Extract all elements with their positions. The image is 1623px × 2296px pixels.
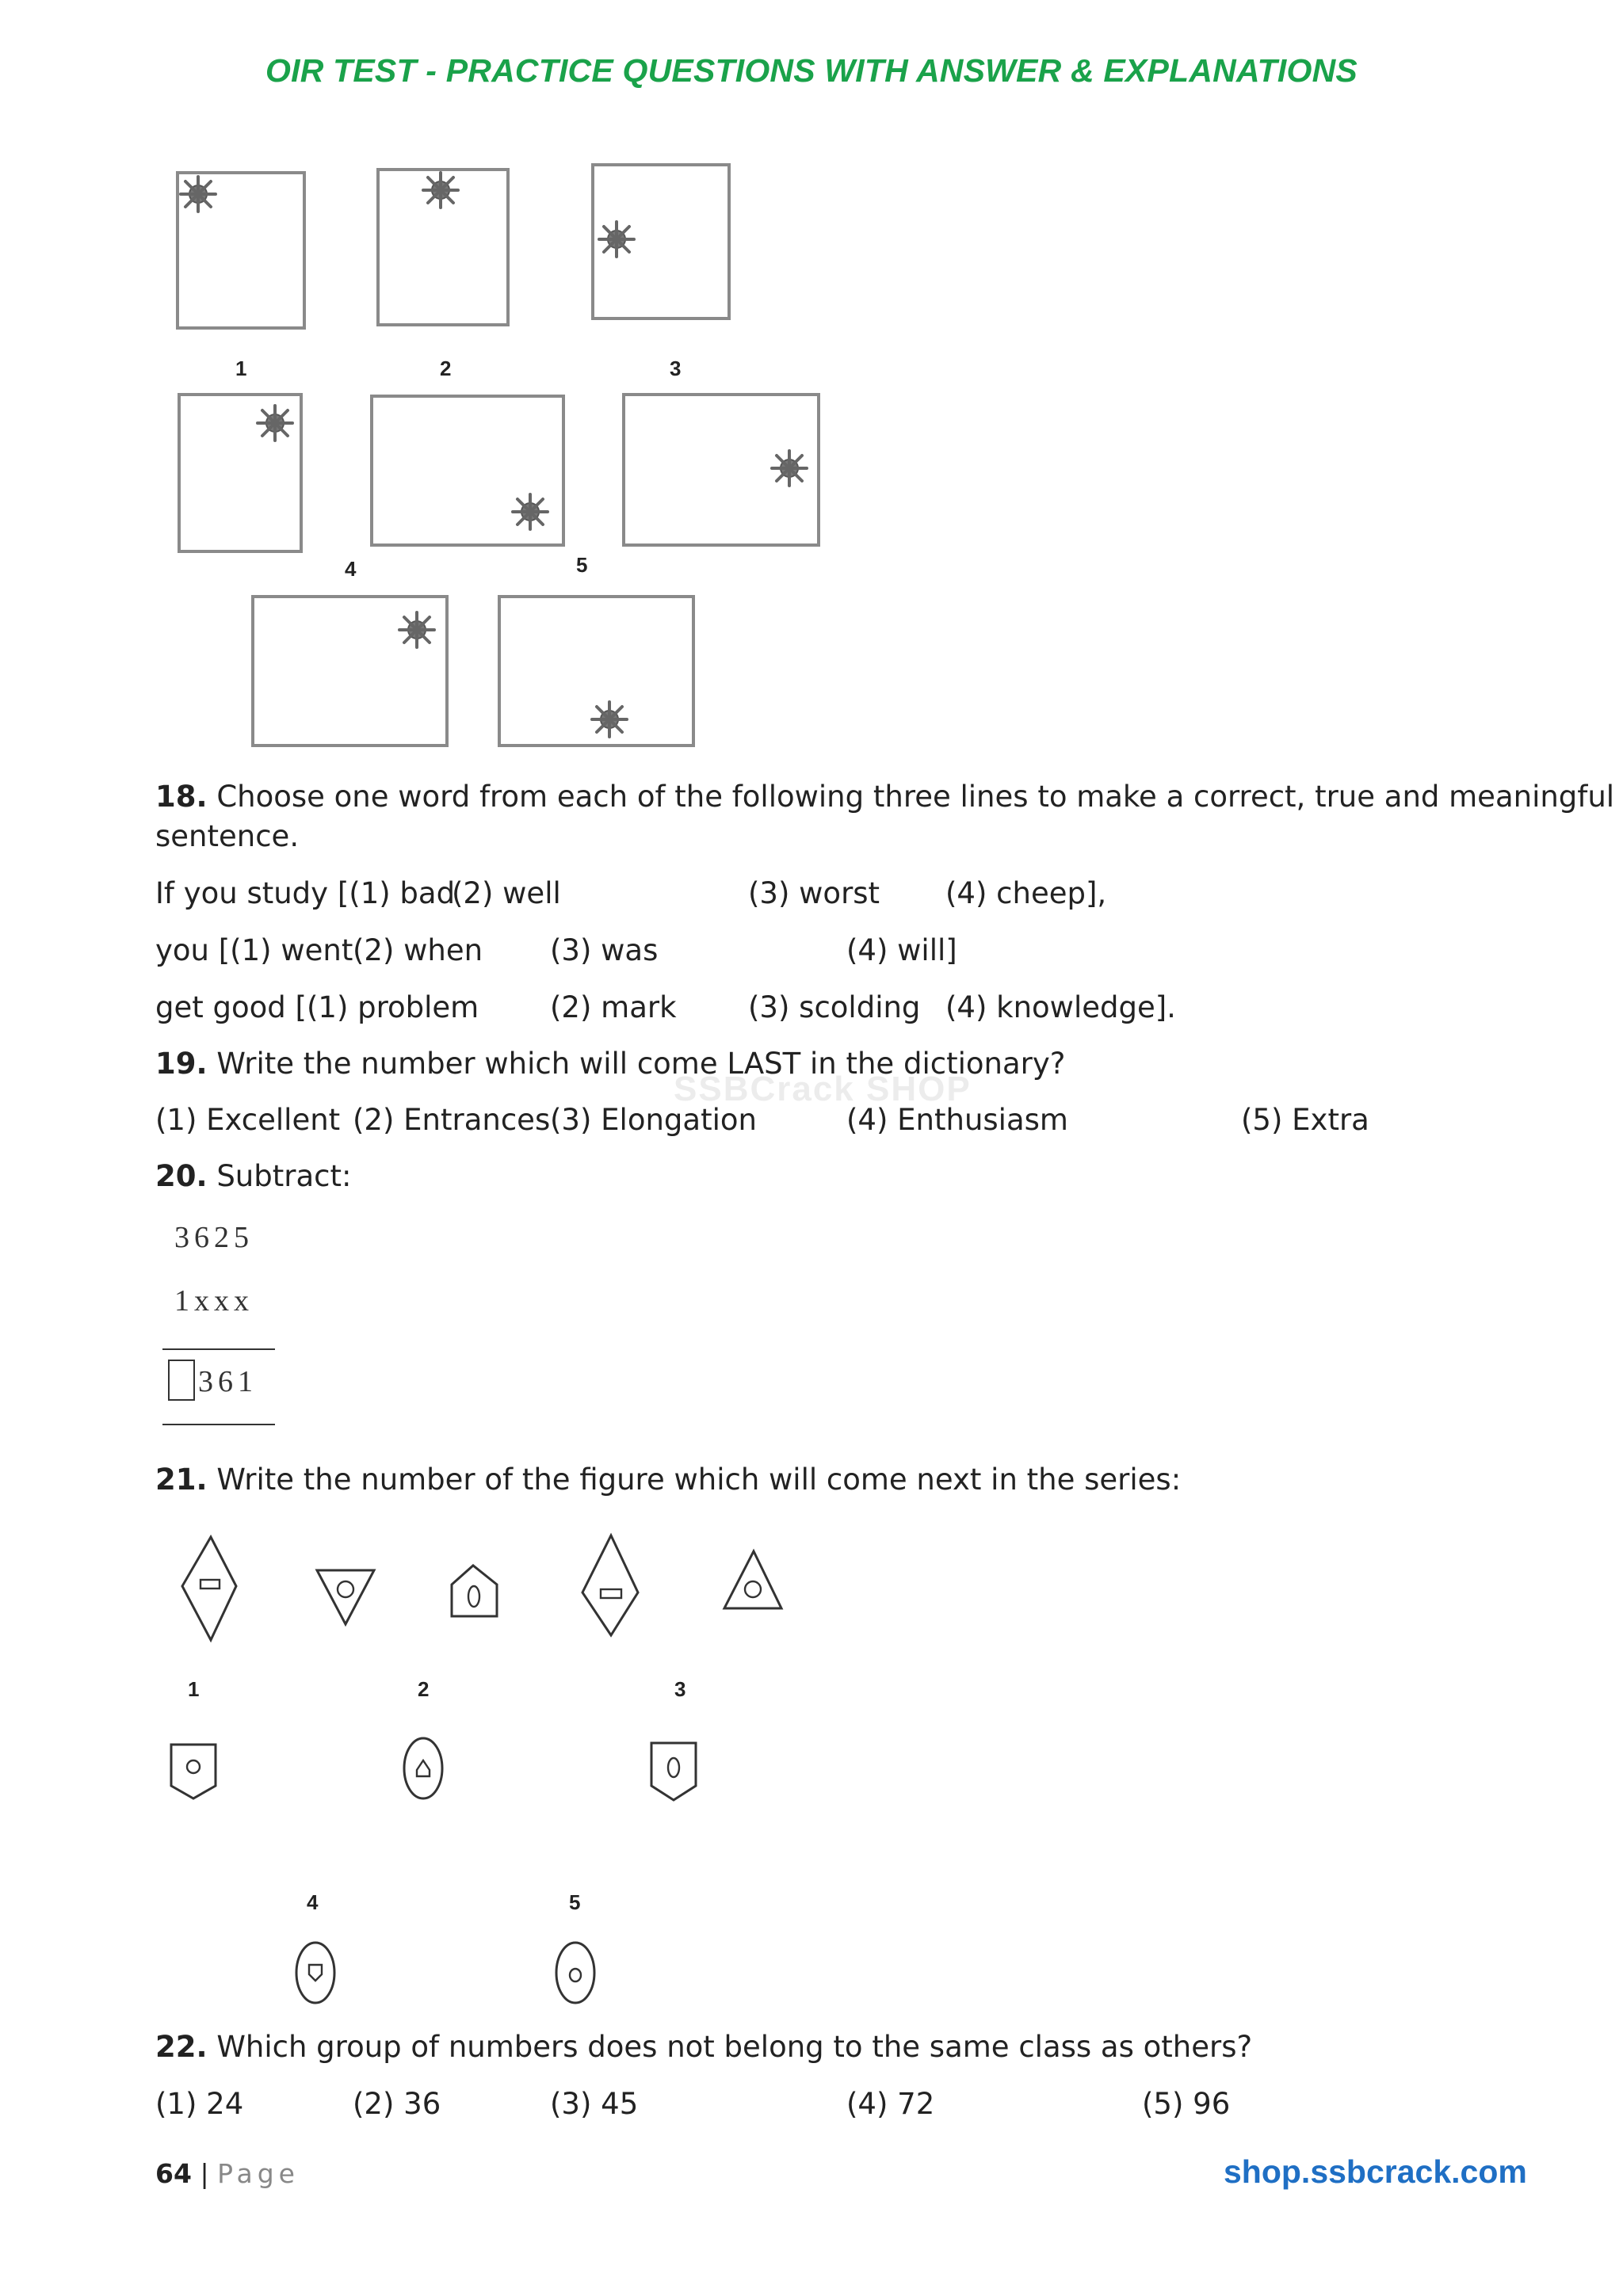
q20-result: 361 <box>198 1365 258 1398</box>
q21-option-shape-4 <box>296 1943 334 2003</box>
star-icon <box>399 612 434 647</box>
q18-line3-option3: (3) scolding <box>748 990 921 1024</box>
q21-number: 21. <box>155 1463 208 1497</box>
q22-number: 22. <box>155 2030 208 2064</box>
q20-number: 20. <box>155 1159 208 1193</box>
footer-shop-link[interactable]: shop.ssbcrack.com <box>1224 2153 1527 2190</box>
q21-series-shape-3 <box>452 1566 497 1616</box>
star-icon <box>599 222 634 257</box>
q20-text: Subtract: <box>216 1159 352 1193</box>
page-number: 64 <box>155 2158 192 2189</box>
star-icon <box>258 406 292 441</box>
q22-question <box>155 2030 1252 2065</box>
q17-label-2: 2 <box>440 357 452 380</box>
q21-option-shape-5 <box>556 1943 594 2003</box>
q17-label-5: 5 <box>576 553 588 577</box>
q21-option-shape-2 <box>404 1738 442 1798</box>
q21-label-2: 2 <box>418 1677 430 1701</box>
q18-line2-option2: (2) when <box>353 933 483 967</box>
q19-question <box>155 1047 1065 1081</box>
q18-line1-prefix: If you study [(1) bad <box>155 876 456 910</box>
q17-option-box-5 <box>499 597 693 746</box>
star-icon <box>513 494 548 529</box>
q18-number: 18. <box>155 780 208 814</box>
q19-number: 19. <box>155 1047 208 1081</box>
q20-question <box>155 1159 351 1194</box>
q17-label-4: 4 <box>345 557 357 581</box>
q20-blank-box <box>168 1360 195 1401</box>
q18-question-line2: sentence. <box>155 819 300 853</box>
q18-line2-option3: (3) was <box>550 933 659 967</box>
q18-line2-option4: (4) will] <box>846 933 957 967</box>
q17-label-3: 3 <box>670 357 682 380</box>
watermark: SSBCrack SHOP <box>674 1070 972 1108</box>
q21-label-5: 5 <box>569 1890 581 1914</box>
q21-label-1: 1 <box>188 1677 200 1701</box>
q22-option-1: (1) 24 <box>155 2087 244 2121</box>
q17-figure <box>0 151 872 769</box>
q21-question <box>155 1463 1181 1497</box>
page-separator: | <box>200 2158 209 2189</box>
q21-option-shape-1 <box>171 1745 216 1798</box>
page-header-title: OIR TEST - PRACTICE QUESTIONS WITH ANSWER & EXPLANATIONS <box>265 52 1358 89</box>
q18-line2-prefix: you [(1) went <box>155 933 353 967</box>
footer-page-number <box>155 2158 300 2189</box>
q19-option-2: (2) Entrances <box>353 1103 551 1137</box>
q21-text: Write the number of the figure which will come next in the series: <box>216 1463 1182 1497</box>
q21-series-shape-4 <box>582 1535 638 1635</box>
q21-label-3: 3 <box>674 1677 686 1701</box>
page-word: Page <box>217 2158 300 2189</box>
q20-minuend: 3625 <box>174 1221 254 1254</box>
q18-line1-option4: (4) cheep], <box>945 876 1107 910</box>
q17-option-box-2 <box>372 396 563 545</box>
q20-subtrahend: 1xxx <box>174 1284 254 1318</box>
q21-label-4: 4 <box>307 1890 319 1914</box>
q20-rule-bottom <box>162 1424 275 1425</box>
q18-question-line1 <box>155 780 1615 814</box>
q20-rule-top <box>162 1348 275 1350</box>
q22-option-3: (3) 45 <box>550 2087 639 2121</box>
q18-line1-option3: (3) worst <box>748 876 880 910</box>
q22-text: Which group of numbers does not belong to the same class as others? <box>216 2030 1253 2064</box>
star-icon <box>592 702 627 737</box>
q21-series-shape-5 <box>724 1551 781 1608</box>
q19-option-3: (3) Elongation <box>550 1103 757 1137</box>
q18-text: Choose one word from each of the following three lines to make a correct, true and meaningful <box>216 780 1615 814</box>
star-icon <box>423 173 458 208</box>
q17-label-1: 1 <box>235 357 247 380</box>
q18-line3-option4: (4) knowledge]. <box>945 990 1176 1024</box>
q21-figure <box>0 1521 872 2012</box>
star-icon <box>772 451 807 486</box>
q22-option-2: (2) 36 <box>353 2087 441 2121</box>
q22-option-5: (5) 96 <box>1142 2087 1231 2121</box>
q19-option-1: (1) Excellent <box>155 1103 341 1137</box>
q21-option-shape-3 <box>651 1743 696 1800</box>
q18-line3-option2: (2) mark <box>550 990 677 1024</box>
star-icon <box>181 177 216 212</box>
q19-option-4: (4) Enthusiasm <box>846 1103 1068 1137</box>
q18-line1-option2: (2) well <box>452 876 561 910</box>
q19-option-5: (5) Extra <box>1241 1103 1369 1137</box>
q19-text: Write the number which will come LAST in the dictionary? <box>216 1047 1066 1081</box>
q18-line3-prefix: get good [(1) problem <box>155 990 479 1024</box>
q22-option-4: (4) 72 <box>846 2087 935 2121</box>
